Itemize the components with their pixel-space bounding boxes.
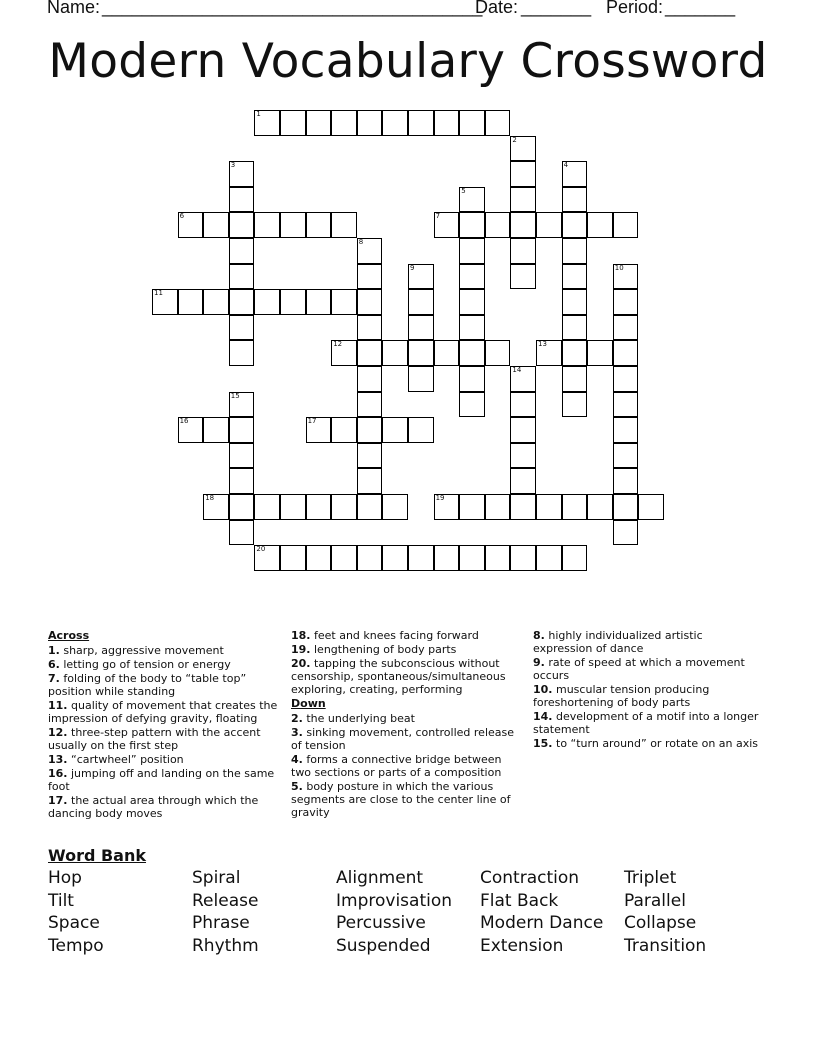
grid-cell[interactable] (306, 417, 332, 443)
grid-cell[interactable] (331, 417, 357, 443)
grid-cell[interactable] (613, 494, 639, 520)
grid-cell[interactable] (357, 315, 383, 341)
grid-cell[interactable] (331, 110, 357, 136)
grid-cell[interactable] (408, 417, 434, 443)
clue-across: 11. quality of movement that creates the impression of defying gravity, floating (48, 699, 278, 725)
grid-cell[interactable] (510, 238, 536, 264)
date-line[interactable]: _______ (521, 0, 592, 17)
clue-number-label: 5 (461, 186, 466, 195)
grid-cell[interactable] (357, 545, 383, 571)
grid-cell[interactable] (434, 545, 460, 571)
grid-cell[interactable] (459, 264, 485, 290)
grid-cell[interactable] (434, 212, 460, 238)
clue-number-label: 13 (538, 340, 547, 349)
grid-cell[interactable] (229, 264, 255, 290)
grid-cell[interactable] (459, 545, 485, 571)
word-bank-word: Spiral (192, 868, 241, 888)
clue-number-label: 16 (179, 417, 189, 426)
grid-cell[interactable] (229, 392, 255, 418)
grid-cell[interactable] (434, 494, 460, 520)
word-bank-word: Suspended (336, 936, 431, 956)
grid-cell[interactable] (254, 110, 280, 136)
grid-cell[interactable] (510, 136, 536, 162)
grid-cell[interactable] (536, 212, 562, 238)
word-bank-word: Parallel (624, 891, 686, 911)
word-bank-word: Improvisation (336, 891, 453, 911)
grid-cell[interactable] (459, 392, 485, 418)
grid-cell[interactable] (510, 212, 536, 238)
clue-column-2 (291, 629, 521, 820)
grid-cell[interactable] (510, 545, 536, 571)
grid-cell[interactable] (357, 366, 383, 392)
grid-cell[interactable] (229, 494, 255, 520)
clue-across: 17. the actual area through which the dancing body moves (48, 794, 259, 820)
word-bank-word: Phrase (192, 913, 250, 933)
grid-cell[interactable] (613, 392, 639, 418)
clue-across: 19. lengthening of body parts (291, 643, 457, 656)
grid-cell[interactable] (485, 110, 511, 136)
word-bank-word: Extension (480, 936, 564, 956)
grid-cell[interactable] (587, 494, 613, 520)
grid-cell[interactable] (510, 494, 536, 520)
grid-cell[interactable] (408, 264, 434, 290)
grid-cell[interactable] (510, 417, 536, 443)
grid-cell[interactable] (613, 468, 639, 494)
clue-across: 20. tapping the subconscious without censorship, spontaneous/simultaneous exploring, creating, performing (291, 657, 506, 696)
clue-column-3 (533, 629, 763, 751)
grid-cell[interactable] (536, 494, 562, 520)
grid-cell[interactable] (229, 238, 255, 264)
clue-across: 16. jumping off and landing on the same foot (48, 767, 275, 793)
clue-across: 6. letting go of tension or energy (48, 658, 231, 671)
grid-cell[interactable] (510, 366, 536, 392)
grid-cell[interactable] (229, 520, 255, 546)
grid-cell[interactable] (280, 212, 306, 238)
grid-cell[interactable] (459, 110, 485, 136)
grid-cell[interactable] (562, 264, 588, 290)
grid-cell[interactable] (485, 212, 511, 238)
grid-cell[interactable] (562, 161, 588, 187)
grid-cell[interactable] (562, 340, 588, 366)
grid-cell[interactable] (357, 468, 383, 494)
grid-cell[interactable] (229, 443, 255, 469)
grid-cell[interactable] (408, 289, 434, 315)
clue-down: 15. to “turn around” or rotate on an axis (533, 737, 759, 750)
clue-across: 1. sharp, aggressive movement (48, 644, 224, 657)
grid-cell[interactable] (357, 340, 383, 366)
grid-cell[interactable] (229, 187, 255, 213)
grid-cell[interactable] (510, 264, 536, 290)
grid-cell[interactable] (587, 212, 613, 238)
clue-across: 13. “cartwheel” position (48, 753, 184, 766)
grid-cell[interactable] (459, 340, 485, 366)
grid-cell[interactable] (203, 494, 229, 520)
clue-down: 14. development of a motif into a longer statement (533, 710, 759, 736)
grid-cell[interactable] (331, 545, 357, 571)
grid-cell[interactable] (536, 340, 562, 366)
grid-cell[interactable] (562, 187, 588, 213)
grid-cell[interactable] (306, 494, 332, 520)
clue-number-label: 15 (230, 391, 240, 400)
clue-number-label: 2 (512, 135, 517, 144)
clue-down: 2. the underlying beat (291, 712, 415, 725)
word-bank-word: Rhythm (192, 936, 259, 956)
grid-cell[interactable] (280, 110, 306, 136)
grid-cell[interactable] (613, 315, 639, 341)
clue-number-label: 6 (179, 212, 185, 221)
grid-cell[interactable] (229, 315, 255, 341)
grid-cell[interactable] (459, 187, 485, 213)
period-label: Period: (606, 0, 664, 17)
clue-number-label: 9 (410, 263, 415, 272)
grid-cell[interactable] (485, 545, 511, 571)
grid-cell[interactable] (229, 468, 255, 494)
word-bank-word: Percussive (336, 913, 426, 933)
grid-cell[interactable] (536, 545, 562, 571)
clue-down: 5. body posture in which the various segments are close to the center line of gravity (291, 780, 511, 819)
grid-cell[interactable] (254, 289, 280, 315)
grid-cell[interactable] (382, 110, 408, 136)
grid-cell[interactable] (562, 315, 588, 341)
grid-cell[interactable] (331, 340, 357, 366)
grid-cell[interactable] (306, 110, 332, 136)
grid-cell[interactable] (562, 212, 588, 238)
word-bank-word: Triplet (624, 868, 677, 888)
grid-cell[interactable] (434, 110, 460, 136)
grid-cell[interactable] (408, 545, 434, 571)
grid-cell[interactable] (613, 340, 639, 366)
word-bank-title: Word Bank (48, 846, 147, 865)
grid-cell[interactable] (357, 110, 383, 136)
word-bank-word: Tilt (48, 891, 74, 911)
grid-cell[interactable] (408, 340, 434, 366)
word-bank-word: Modern Dance (480, 913, 604, 933)
grid-cell[interactable] (485, 340, 511, 366)
grid-cell[interactable] (357, 264, 383, 290)
grid-cell[interactable] (408, 315, 434, 341)
grid-cell[interactable] (152, 289, 178, 315)
grid-cell[interactable] (459, 212, 485, 238)
clue-down: 9. rate of speed at which a movement occurs (533, 656, 745, 682)
clue-number-label: 11 (154, 289, 163, 298)
clue-across: 7. folding of the body to “table top” position while standing (48, 672, 247, 698)
clue-number-label: 7 (435, 212, 441, 221)
grid-cell[interactable] (331, 289, 357, 315)
grid-cell[interactable] (357, 238, 383, 264)
grid-cell[interactable] (306, 289, 332, 315)
grid-cell[interactable] (280, 494, 306, 520)
word-bank-word: Hop (48, 868, 82, 888)
grid-cell[interactable] (331, 212, 357, 238)
grid-cell[interactable] (510, 161, 536, 187)
grid-cell[interactable] (178, 289, 204, 315)
date-label: Date: (475, 0, 519, 17)
grid-cell[interactable] (382, 494, 408, 520)
across-heading: Across (48, 629, 90, 642)
grid-cell[interactable] (229, 417, 255, 443)
grid-cell[interactable] (459, 494, 485, 520)
grid-cell[interactable] (434, 340, 460, 366)
grid-cell[interactable] (357, 417, 383, 443)
grid-cell[interactable] (459, 315, 485, 341)
grid-cell[interactable] (357, 494, 383, 520)
clue-column-1 (48, 629, 278, 821)
grid-cell[interactable] (408, 366, 434, 392)
page-title: Modern Vocabulary Crossword (48, 34, 768, 89)
grid-cell[interactable] (587, 340, 613, 366)
word-bank-word: Space (48, 913, 100, 933)
clue-number-label: 19 (435, 494, 445, 502)
word-bank-word: Contraction (480, 868, 580, 888)
grid-cell[interactable] (613, 264, 639, 290)
clue-number-label: 3 (230, 161, 236, 170)
grid-cell[interactable] (254, 212, 280, 238)
grid-cell[interactable] (613, 212, 639, 238)
grid-cell[interactable] (638, 494, 664, 520)
grid-cell[interactable] (459, 289, 485, 315)
grid-cell[interactable] (203, 417, 229, 443)
grid-cell[interactable] (485, 494, 511, 520)
grid-cell[interactable] (613, 366, 639, 392)
grid-cell[interactable] (459, 366, 485, 392)
grid-cell[interactable] (280, 545, 306, 571)
grid-cell[interactable] (178, 417, 204, 443)
grid-cell[interactable] (229, 161, 255, 187)
grid-cell[interactable] (510, 443, 536, 469)
grid-cell[interactable] (357, 443, 383, 469)
grid-cell[interactable] (306, 545, 332, 571)
grid-cell[interactable] (562, 392, 588, 418)
grid-cell[interactable] (357, 289, 383, 315)
grid-cell[interactable] (203, 289, 229, 315)
word-bank-word: Transition (624, 936, 707, 956)
grid-cell[interactable] (613, 289, 639, 315)
name-line[interactable]: ______________________________________ (102, 0, 483, 17)
grid-cell[interactable] (229, 340, 255, 366)
grid-cell[interactable] (382, 340, 408, 366)
clue-number-label: 4 (563, 161, 569, 170)
word-bank-word: Collapse (624, 913, 697, 933)
grid-cell[interactable] (306, 212, 332, 238)
grid-cell[interactable] (280, 289, 306, 315)
grid-cell[interactable] (203, 212, 229, 238)
clue-number-label: 10 (614, 263, 624, 272)
clue-number-label: 20 (256, 545, 266, 554)
word-bank-word: Alignment (336, 868, 424, 888)
down-heading: Down (291, 697, 326, 710)
grid-cell[interactable] (510, 187, 536, 213)
grid-cell[interactable] (562, 238, 588, 264)
clue-number-label: 12 (333, 340, 343, 349)
grid-cell[interactable] (562, 494, 588, 520)
clue-number-label: 1 (256, 110, 261, 118)
grid-cell[interactable] (408, 110, 434, 136)
grid-cell[interactable] (254, 545, 280, 571)
grid-cell[interactable] (382, 545, 408, 571)
grid-cell[interactable] (613, 417, 639, 443)
grid-cell[interactable] (382, 417, 408, 443)
grid-cell[interactable] (254, 494, 280, 520)
grid-cell[interactable] (331, 494, 357, 520)
grid-cell[interactable] (562, 545, 588, 571)
word-bank-word: Tempo (48, 936, 104, 956)
grid-cell[interactable] (229, 212, 255, 238)
grid-cell[interactable] (562, 289, 588, 315)
grid-cell[interactable] (459, 238, 485, 264)
clue-number-label: 14 (512, 366, 522, 374)
word-bank-word: Release (192, 891, 259, 911)
clue-across: 18. feet and knees facing forward (291, 629, 479, 642)
clue-number-label: 17 (307, 417, 317, 426)
clue-down: 8. highly individualized artistic expression of dance (533, 629, 703, 655)
grid-cell[interactable] (510, 392, 536, 418)
period-line[interactable]: _______ (665, 0, 736, 17)
grid-cell[interactable] (613, 520, 639, 546)
clue-down: 4. forms a connective bridge between two sections or parts of a composition (291, 753, 502, 779)
clue-down: 3. sinking movement, controlled release of tension (291, 726, 515, 752)
grid-cell[interactable] (510, 468, 536, 494)
clue-down: 10. muscular tension producing foreshortening of body parts (533, 683, 710, 709)
grid-cell[interactable] (562, 366, 588, 392)
grid-cell[interactable] (613, 443, 639, 469)
grid-cell[interactable] (357, 392, 383, 418)
name-label: Name: (47, 0, 101, 17)
grid-cell[interactable] (178, 212, 204, 238)
clue-across: 12. three-step pattern with the accent usually on the first step (48, 726, 261, 752)
clue-number-label: 18 (205, 494, 215, 502)
clue-number-label: 8 (358, 238, 364, 246)
word-bank-word: Flat Back (480, 891, 559, 911)
grid-cell[interactable] (229, 289, 255, 315)
